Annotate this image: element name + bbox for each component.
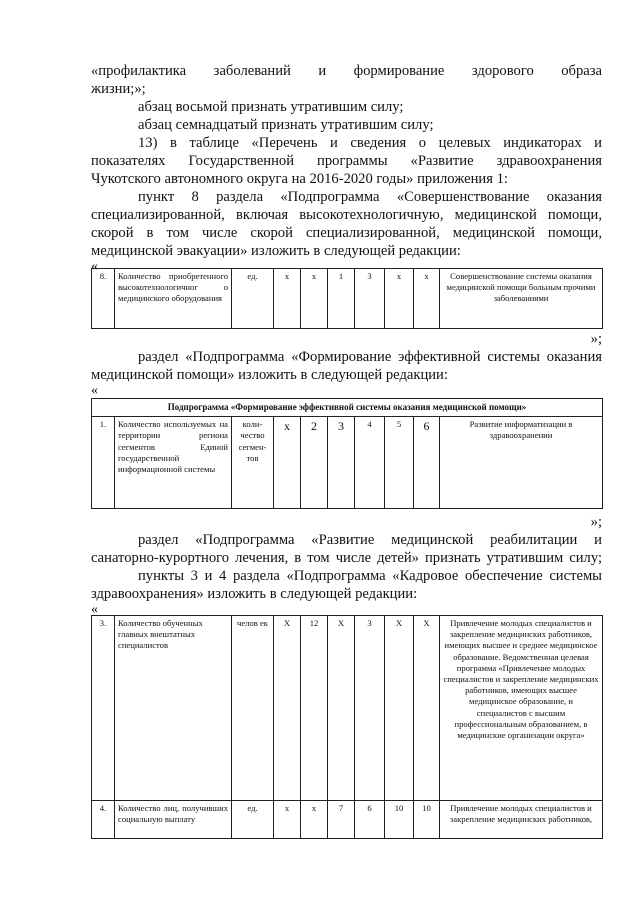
table-row: [92, 269, 603, 329]
cell-program: Привлечение молодых специалистов и закрепление медицинских работников, имеющих высшее и среднее медицинское образование. Ведомственная целевая программа «Привлечение молодых специалистов и закрепление медицинских работников, имеющих высшее медицинское образование, и специалистов с высшим профессиональным образованием, в медицинские организации округа»: [440, 616, 603, 801]
cell-value: 1: [328, 269, 355, 329]
opening-quote: «: [91, 602, 98, 617]
paragraph-line: жизни;»;: [91, 81, 146, 97]
cell-number: 1.: [92, 417, 115, 509]
table-row: [92, 417, 603, 509]
cell-indicator: Количество лиц, получивших социальную выплату: [115, 801, 232, 839]
cell-value: х: [385, 269, 414, 329]
paragraph-line: абзац семнадцатый признать утратившим силу;: [138, 117, 434, 133]
cell-value: 3: [328, 417, 355, 509]
cell-value: Х: [414, 616, 440, 801]
paragraph-line: «профилактика заболеваний и формирование здорового образа: [91, 63, 602, 79]
paragraph-line: Чукотского автономного округа на 2016-2020 годы» приложения 1:: [91, 171, 508, 187]
cell-value: Х: [274, 616, 301, 801]
paragraph-line: раздел «Подпрограмма «Развитие медицинской реабилитации и: [138, 532, 602, 548]
cell-program: Развитие информатизации в здравоохранении: [440, 417, 603, 509]
indicator-table-1: [91, 268, 603, 329]
cell-value: 10: [414, 801, 440, 839]
paragraph-line: медицинской помощи» изложить в следующей редакции:: [91, 367, 448, 383]
subprogram-header: Подпрограмма «Формирование эффективной системы оказания медицинской помощи»: [92, 399, 603, 417]
cell-program: Совершенствование системы оказания медицинской помощи больным прочими заболеваниями: [440, 269, 603, 329]
cell-value: Х: [385, 616, 414, 801]
paragraph-line: пункт 8 раздела «Подпрограмма «Совершенствование оказания: [138, 189, 602, 205]
cell-value: х: [414, 269, 440, 329]
cell-value: Х: [328, 616, 355, 801]
closing-quote: »;: [590, 514, 602, 530]
paragraph-line: пункты 3 и 4 раздела «Подпрограмма «Кадровое обеспечение системы: [138, 568, 602, 584]
cell-program: Привлечение молодых специалистов и закрепление медицинских работников,: [440, 801, 603, 839]
cell-value: 10: [385, 801, 414, 839]
cell-value: х: [274, 269, 301, 329]
cell-value: 3: [355, 616, 385, 801]
cell-value: 4: [355, 417, 385, 509]
cell-value: 6: [414, 417, 440, 509]
opening-quote: «: [91, 383, 98, 398]
cell-indicator: Количество приобретенного высокотехнологичног о медицинского оборудования: [115, 269, 232, 329]
table-header-row: [92, 399, 603, 417]
paragraph-line: абзац восьмой признать утратившим силу;: [138, 99, 404, 115]
cell-unit: челов ек: [232, 616, 274, 801]
cell-value: х: [301, 801, 328, 839]
cell-indicator: Количество обученных главных внештатных специалистов: [115, 616, 232, 801]
cell-number: 8.: [92, 269, 115, 329]
cell-value: х: [274, 417, 301, 509]
cell-value: 5: [385, 417, 414, 509]
table-row: [92, 616, 603, 801]
opening-quote: «: [91, 259, 98, 274]
indicator-table-3: [91, 615, 603, 839]
cell-indicator: Количество используемых на территории региона сегментов Единой государственной информационной системы: [115, 417, 232, 509]
cell-value: 2: [301, 417, 328, 509]
paragraph-line: санаторно-курортного лечения, в том числе детей» признать утратившим силу;: [91, 550, 602, 566]
cell-unit: ед.: [232, 269, 274, 329]
cell-value: 6: [355, 801, 385, 839]
paragraph-line: медицинской эвакуации» изложить в следующей редакции:: [91, 243, 461, 259]
closing-quote: »;: [590, 331, 602, 347]
paragraph-line: показателях Государственной программы «Развитие здравоохранения: [91, 153, 602, 169]
cell-value: 3: [355, 269, 385, 329]
indicator-table-2: [91, 398, 603, 509]
cell-value: х: [301, 269, 328, 329]
cell-unit: коли-чество сегмен-тов: [232, 417, 274, 509]
paragraph-line: скорой в том числе скорой специализированной, медицинской помощи,: [91, 225, 602, 241]
table-row: [92, 801, 603, 839]
cell-number: 4.: [92, 801, 115, 839]
cell-number: 3.: [92, 616, 115, 801]
paragraph-line: специализированной, включая высокотехнологичную, медицинской помощи,: [91, 207, 602, 223]
cell-unit: ед.: [232, 801, 274, 839]
paragraph-line: здравоохранения» изложить в следующей редакции:: [91, 586, 418, 602]
paragraph-line: раздел «Подпрограмма «Формирование эффективной системы оказания: [138, 349, 602, 365]
cell-value: 7: [328, 801, 355, 839]
cell-value: х: [274, 801, 301, 839]
cell-value: 12: [301, 616, 328, 801]
paragraph-line: 13) в таблице «Перечень и сведения о целевых индикаторах и: [138, 135, 602, 151]
